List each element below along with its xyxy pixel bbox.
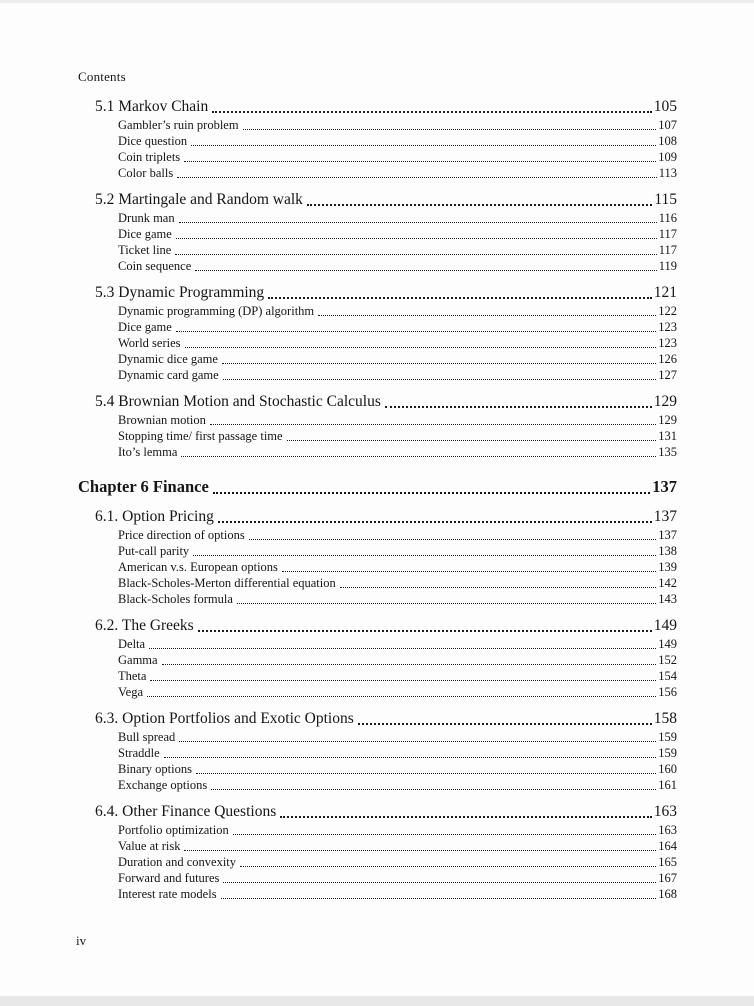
dot-leader — [249, 527, 657, 540]
toc-entry-sub — [0, 412, 754, 428]
toc-entry-label: Portfolio optimization — [118, 823, 229, 837]
toc-entry-label: 6.4. Other Finance Questions — [95, 803, 277, 820]
toc-entry-label: 5.1 Markov Chain — [95, 98, 209, 115]
toc-entry-label: Delta — [118, 637, 146, 651]
page-top-edge — [0, 0, 754, 3]
toc-entry-page: 121 — [653, 284, 677, 301]
dot-leader — [164, 745, 657, 758]
toc-entry-label: Coin sequence — [118, 259, 192, 273]
toc-entry-sub — [0, 258, 754, 274]
toc-entry-sub — [0, 591, 754, 607]
toc-entry-sub — [0, 133, 754, 149]
dot-leader — [233, 822, 656, 835]
dot-leader — [175, 242, 656, 255]
toc-entry-page: 127 — [658, 368, 677, 382]
toc-entry-label: Stopping time/ first passage time — [118, 429, 283, 443]
dot-leader — [162, 652, 657, 665]
toc-entry-label: Ito’s lemma — [118, 445, 178, 459]
toc-entry-label: Bull spread — [118, 730, 176, 744]
toc-entry-page: 167 — [658, 871, 677, 885]
toc-entry-sub — [0, 335, 754, 351]
dot-leader — [340, 575, 656, 588]
dot-leader — [179, 210, 657, 223]
dot-leader — [218, 507, 652, 523]
toc-entry-page: 105 — [653, 98, 677, 115]
toc-entry-label: Ticket line — [118, 243, 172, 257]
toc-entry-sub — [0, 428, 754, 444]
toc-entry-sub — [0, 886, 754, 902]
dot-leader — [150, 668, 656, 681]
page-number-footer: iv — [76, 933, 87, 948]
toc-entry-sub — [0, 527, 754, 543]
toc-entry-page: 159 — [658, 746, 677, 760]
toc-entry-sub — [0, 838, 754, 854]
dot-leader — [287, 428, 657, 441]
dot-leader — [223, 367, 657, 380]
toc-entry-label: Color balls — [118, 166, 174, 180]
bottom-bar — [0, 996, 754, 1006]
toc-entry-label: Gamma — [118, 653, 158, 667]
dot-leader — [210, 412, 656, 425]
dot-leader — [307, 190, 652, 206]
toc-entry-page: 117 — [658, 227, 677, 241]
toc-entry-page: 137 — [658, 528, 677, 542]
toc-entry-section — [0, 190, 754, 210]
toc-entry-label: Value at risk — [118, 839, 181, 853]
dot-leader — [179, 729, 656, 742]
toc-entry-page: 164 — [658, 839, 677, 853]
dot-leader — [181, 444, 656, 457]
toc-entry-label: Exchange options — [118, 778, 208, 792]
toc-entry-label: Vega — [118, 685, 143, 699]
toc-entry-sub — [0, 117, 754, 133]
toc-entry-label: American v.s. European options — [118, 560, 278, 574]
toc-entry-page: 135 — [658, 445, 677, 459]
toc-entry-section — [0, 616, 754, 636]
dot-leader — [149, 636, 656, 649]
toc-entry-page: 163 — [653, 803, 677, 820]
dot-leader — [213, 476, 650, 494]
toc-entry-sub — [0, 729, 754, 745]
dot-leader — [318, 303, 656, 316]
toc-entry-section — [0, 97, 754, 117]
toc-entry-page: 143 — [658, 592, 677, 606]
dot-leader — [193, 543, 656, 556]
toc-entry-page: 119 — [658, 259, 677, 273]
dot-leader — [243, 117, 657, 130]
toc-entry-page: 115 — [654, 191, 677, 208]
toc-entry-sub — [0, 559, 754, 575]
toc-entry-label: Black-Scholes-Merton differential equation — [118, 576, 336, 590]
dot-leader — [184, 149, 656, 162]
toc-entry-page: 129 — [658, 413, 677, 427]
dot-leader — [240, 854, 656, 867]
toc-entry-section — [0, 802, 754, 822]
dot-leader — [268, 283, 652, 299]
toc-entry-sub — [0, 668, 754, 684]
dot-leader — [385, 392, 652, 408]
toc-entry-label: Straddle — [118, 746, 160, 760]
toc-entry-sub — [0, 745, 754, 761]
dot-leader — [280, 802, 652, 818]
toc-entry-sub — [0, 822, 754, 838]
toc-entry-page: 131 — [658, 429, 677, 443]
dot-leader — [222, 351, 656, 364]
toc-entry-label: Interest rate models — [118, 887, 217, 901]
toc-entry-sub — [0, 636, 754, 652]
toc-entry-label: Black-Scholes formula — [118, 592, 233, 606]
toc-entry-label: Dynamic dice game — [118, 352, 218, 366]
page-header: Contents — [78, 69, 126, 84]
toc-entry-page: 161 — [658, 778, 677, 792]
toc-entry-section — [0, 392, 754, 412]
toc-entry-section — [0, 709, 754, 729]
toc-entry-page: 152 — [658, 653, 677, 667]
toc-entry-sub — [0, 652, 754, 668]
toc-entry-page: 154 — [658, 669, 677, 683]
toc-entry-page: 113 — [658, 166, 677, 180]
toc-entry-sub — [0, 543, 754, 559]
toc-entry-page: 160 — [658, 762, 677, 776]
toc-entry-label: Coin triplets — [118, 150, 181, 164]
toc-entry-sub — [0, 684, 754, 700]
dot-leader — [176, 319, 656, 332]
toc-entry-sub — [0, 854, 754, 870]
toc-entry-page: 123 — [658, 336, 677, 350]
toc-entry-page: 129 — [653, 393, 677, 410]
dot-leader — [191, 133, 656, 146]
toc-entry-label: Gambler’s ruin problem — [118, 118, 239, 132]
toc-entry-sub — [0, 777, 754, 793]
toc-entry-page: 163 — [658, 823, 677, 837]
toc-entry-label: 6.3. Option Portfolios and Exotic Options — [95, 710, 354, 727]
toc-entry-label: Put-call parity — [118, 544, 190, 558]
toc-entry-page: 139 — [658, 560, 677, 574]
toc-entry-label: Duration and convexity — [118, 855, 237, 869]
dot-leader — [177, 165, 656, 178]
toc-entry-sub — [0, 444, 754, 460]
table-of-contents — [0, 88, 754, 902]
toc-entry-label: 5.3 Dynamic Programming — [95, 284, 265, 301]
toc-entry-sub — [0, 226, 754, 242]
toc-entry-page: 122 — [658, 304, 677, 318]
toc-entry-sub — [0, 165, 754, 181]
toc-entry-label: Dice game — [118, 227, 172, 241]
toc-entry-label: Price direction of options — [118, 528, 245, 542]
toc-entry-section — [0, 507, 754, 527]
toc-entry-page: 126 — [658, 352, 677, 366]
dot-leader — [147, 684, 656, 697]
dot-leader — [176, 226, 657, 239]
toc-entry-sub — [0, 210, 754, 226]
toc-entry-page: 123 — [658, 320, 677, 334]
toc-entry-label: 5.4 Brownian Motion and Stochastic Calculus — [95, 393, 381, 410]
toc-entry-section — [0, 283, 754, 303]
toc-entry-page: 168 — [658, 887, 677, 901]
dot-leader — [196, 761, 656, 774]
toc-entry-page: 138 — [658, 544, 677, 558]
toc-entry-sub — [0, 870, 754, 886]
dot-leader — [282, 559, 656, 572]
dot-leader — [185, 335, 657, 348]
toc-entry-page: 137 — [652, 477, 677, 496]
dot-leader — [184, 838, 656, 851]
dot-leader — [358, 709, 652, 725]
toc-entry-sub — [0, 761, 754, 777]
toc-entry-page: 109 — [658, 150, 677, 164]
toc-entry-label: Dynamic card game — [118, 368, 219, 382]
toc-entry-label: 6.2. The Greeks — [95, 617, 194, 634]
toc-entry-page: 108 — [658, 134, 677, 148]
toc-entry-page: 137 — [653, 508, 677, 525]
toc-entry-sub — [0, 575, 754, 591]
toc-entry-label: Brownian motion — [118, 413, 206, 427]
toc-entry-label: Drunk man — [118, 211, 175, 225]
toc-entry-label: Forward and futures — [118, 871, 220, 885]
toc-entry-page: 165 — [658, 855, 677, 869]
toc-entry-label: Dynamic programming (DP) algorithm — [118, 304, 315, 318]
toc-entry-label: Theta — [118, 669, 147, 683]
dot-leader — [195, 258, 656, 271]
toc-entry-page: 158 — [653, 710, 677, 727]
toc-entry-page: 107 — [658, 118, 677, 132]
toc-entry-page: 149 — [653, 617, 677, 634]
toc-entry-page: 142 — [658, 576, 677, 590]
toc-entry-label: World series — [118, 336, 181, 350]
toc-entry-page: 149 — [658, 637, 677, 651]
toc-entry-label: Dice game — [118, 320, 172, 334]
toc-entry-label: 5.2 Martingale and Random walk — [95, 191, 303, 208]
toc-entry-sub — [0, 351, 754, 367]
toc-entry-label: Dice question — [118, 134, 188, 148]
toc-entry-page: 116 — [658, 211, 677, 225]
toc-entry-page: 159 — [658, 730, 677, 744]
toc-entry-label: 6.1. Option Pricing — [95, 508, 214, 525]
toc-entry-sub — [0, 242, 754, 258]
dot-leader — [212, 97, 652, 113]
dot-leader — [223, 870, 656, 883]
dot-leader — [211, 777, 656, 790]
toc-entry-chapter — [0, 476, 754, 498]
toc-entry-sub — [0, 149, 754, 165]
toc-entry-page: 156 — [658, 685, 677, 699]
dot-leader — [237, 591, 656, 604]
dot-leader — [198, 616, 652, 632]
toc-entry-sub — [0, 319, 754, 335]
dot-leader — [221, 886, 657, 899]
toc-entry-page: 117 — [658, 243, 677, 257]
toc-entry-sub — [0, 367, 754, 383]
toc-entry-label: Binary options — [118, 762, 192, 776]
toc-entry-label: Chapter 6 Finance — [78, 477, 209, 496]
toc-entry-sub — [0, 303, 754, 319]
